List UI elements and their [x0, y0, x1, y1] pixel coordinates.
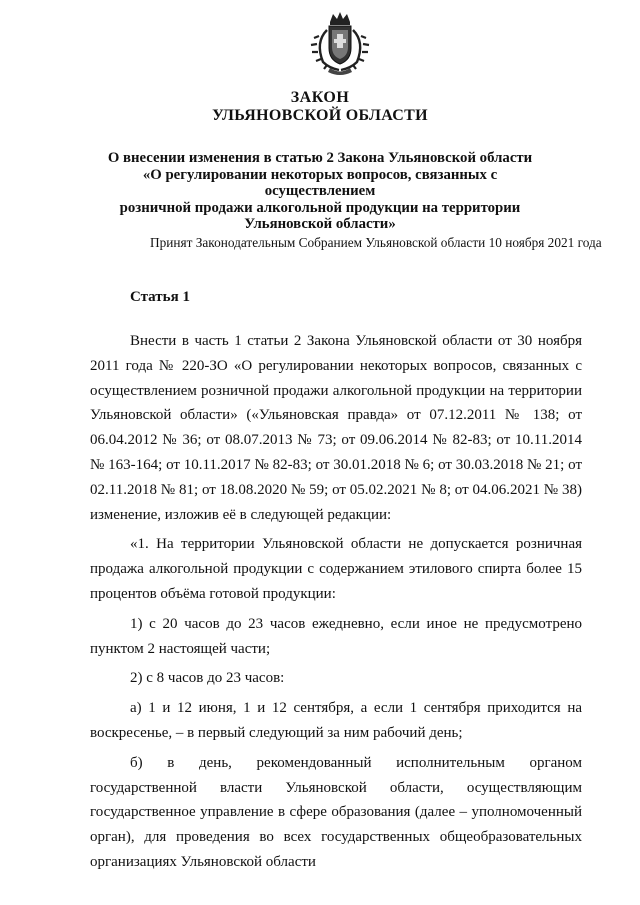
article-paragraph: б) в день, рекомендованный исполнительным органом государственной власти Ульяновской области, осуществляющим государственное управление в сфере образования (далее – уполномоченный орган), для проведения во всех государственных общеобразовательных организациях Ульяновской области: [90, 754, 582, 870]
coat-of-arms-icon: [303, 8, 377, 78]
article-paragraph: 2) с 8 часов до 23 часов:: [130, 670, 285, 687]
article-body: [90, 329, 582, 875]
article-paragraph: «1. На территории Ульяновской области не допускается розничная продажа алкогольной продукции с содержанием этилового спирта более 15 процентов объёма готовой продукции:: [90, 536, 582, 602]
law-subject-line: О внесении изменения в статью 2 Закона Ульяновской области: [107, 150, 533, 166]
article-paragraph: 1) с 20 часов до 23 часов ежедневно, если иное не предусмотрено пунктом 2 настоящей части;: [90, 615, 582, 657]
article-paragraph: а) 1 и 12 июня, 1 и 12 сентября, а если 1 сентября приходится на воскресенье, – в первый следующий за ним рабочий день;: [90, 700, 582, 741]
law-subject-line: розничной продажи алкогольной продукции на территории: [119, 199, 521, 216]
issuing-region-title: УЛЬЯНОВСКОЙ ОБЛАСТИ: [212, 107, 428, 124]
article-heading: Статья 1: [130, 289, 190, 305]
law-subject-line: Ульяновской области»: [244, 216, 396, 232]
law-subject: [90, 150, 550, 233]
adoption-statement: Принят Законодательным Собранием Ульяновской области 10 ноября 2021 года: [150, 235, 602, 250]
law-subject-line: «О регулировании некоторых вопросов, связанных с осуществлением: [142, 166, 498, 199]
article-paragraph: Внести в часть 1 статьи 2 Закона Ульяновской области от 30 ноября 2011 года № 220-ЗО «О регулировании некоторых вопросов, связанных с осуществлением розничной продажи алкогольной продукции на территории Ульяновской области» («Ульяновская правда» от 07.12.2011 № 138; от 06.04.2012 № 36; от 08.07.2013 № 73; от 09.06.2014 № 82-83; от 10.11.2014 № 163-164; от 10.11.2017 № 82-83; от 30.01.2018 № 6; от 30.03.2018 № 21; от 02.11.2018 № 81; от 18.08.2020 № 59; от 05.02.2021 № 8; от 04.06.2021 № 38) изменение, изложив её в следующей редакции:: [90, 333, 582, 523]
document-type-title: ЗАКОН: [290, 89, 350, 106]
